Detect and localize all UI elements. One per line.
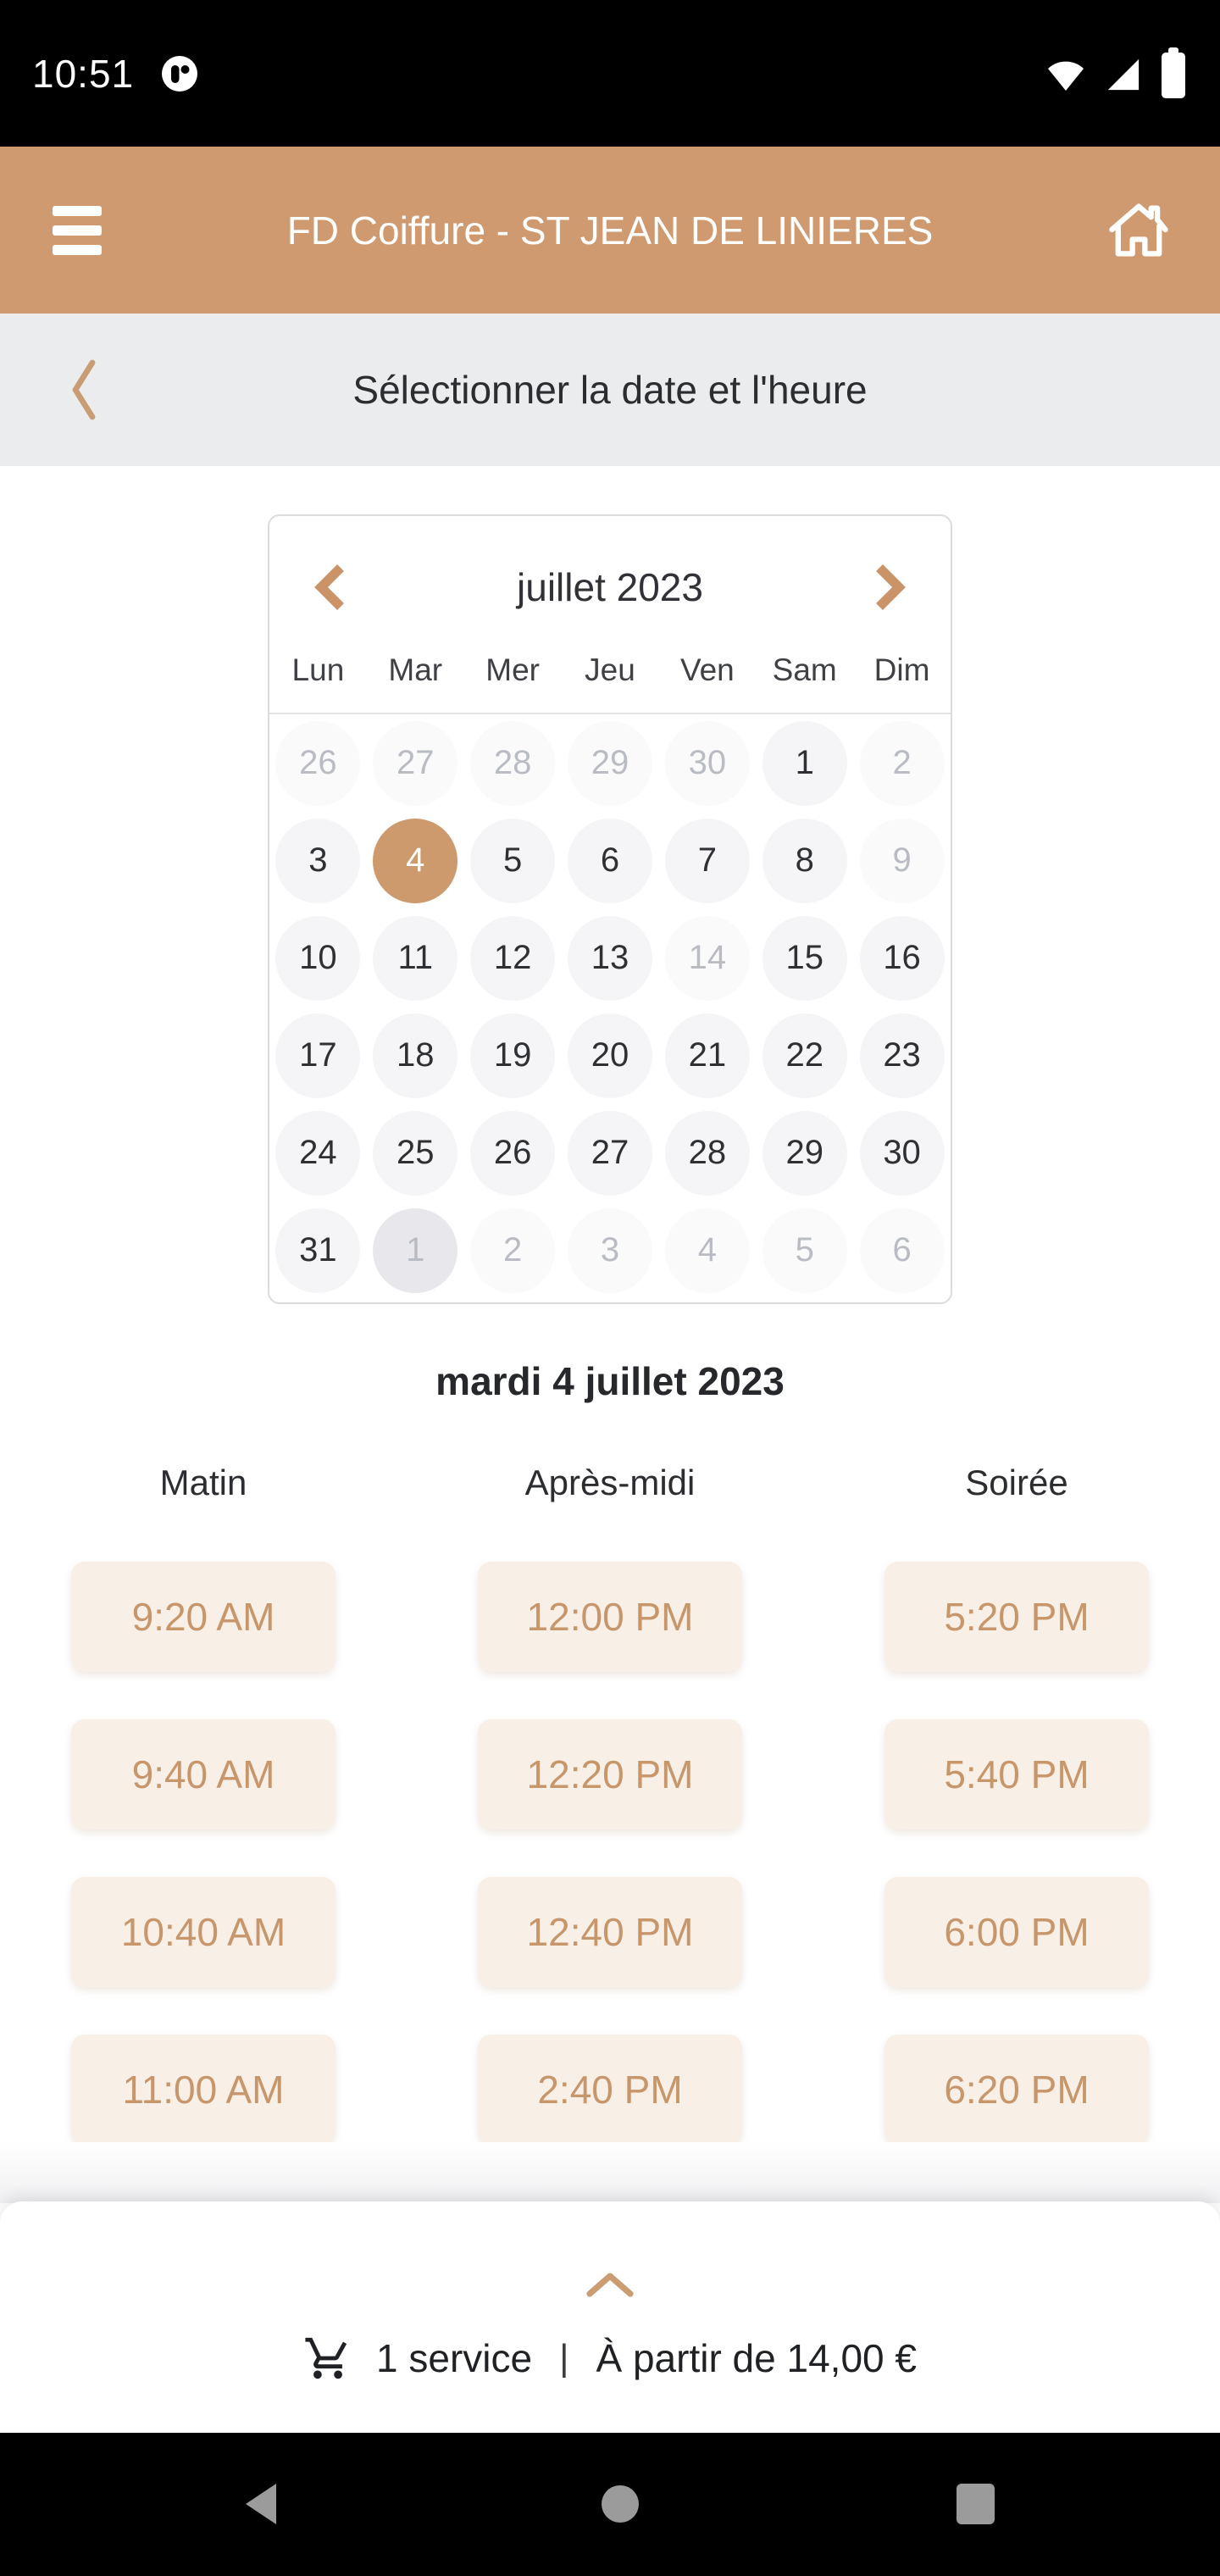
weekday-label: Dim — [873, 652, 930, 687]
day-cell: 27 — [373, 721, 458, 806]
day-cell: 4 — [665, 1208, 750, 1293]
chevron-right-icon — [873, 563, 908, 612]
column-label-soiree: Soirée — [965, 1463, 1068, 1502]
day-cell[interactable]: 8 — [762, 819, 847, 903]
cart-summary[interactable] — [0, 2330, 1220, 2386]
content-fade — [0, 2142, 1220, 2203]
nav-home-icon[interactable] — [600, 2484, 640, 2524]
day-cell[interactable]: 16 — [860, 916, 945, 1001]
time-slot-button[interactable]: 12:40 PM — [478, 1877, 742, 1987]
chevron-up-icon — [583, 2271, 637, 2298]
calendar — [268, 514, 952, 1304]
time-slot-button[interactable]: 9:40 AM — [71, 1719, 336, 1829]
column-label-matin: Matin — [159, 1463, 247, 1502]
back-button[interactable] — [66, 314, 102, 466]
selected-date-label: mardi 4 juillet 2023 — [435, 1359, 785, 1403]
cart-icon — [303, 2334, 352, 2383]
battery-icon — [1159, 47, 1188, 100]
day-cell[interactable]: 22 — [762, 1013, 847, 1098]
day-cell[interactable]: 6 — [568, 819, 652, 903]
weekday-label: Lun — [291, 652, 345, 687]
column-label-apres-midi: Après-midi — [524, 1463, 696, 1502]
day-cell: 2 — [860, 721, 945, 806]
app-notification-icon — [159, 53, 200, 94]
day-cell[interactable]: 1 — [762, 721, 847, 806]
day-cell: 5 — [762, 1208, 847, 1293]
day-cell[interactable]: 23 — [860, 1013, 945, 1098]
day-cell[interactable]: 26 — [470, 1111, 555, 1196]
day-cell: 9 — [860, 819, 945, 903]
wifi-icon — [1045, 55, 1086, 92]
service-count: 1 service — [376, 2336, 533, 2380]
price-from: À partir de 14,00 € — [596, 2336, 917, 2380]
day-cell[interactable]: 24 — [275, 1111, 360, 1196]
nav-back-icon[interactable] — [241, 2482, 280, 2526]
page-title: Sélectionner la date et l'heure — [352, 368, 868, 412]
prev-month-button[interactable] — [312, 563, 347, 612]
time-slot-button[interactable]: 5:20 PM — [884, 1562, 1149, 1672]
cart-bottom-sheet — [0, 2201, 1220, 2433]
day-cell: 14 — [665, 916, 750, 1001]
time-slot-button[interactable]: 11:00 AM — [71, 2035, 336, 2145]
android-nav-bar — [0, 2433, 1220, 2576]
day-cell[interactable]: 13 — [568, 916, 652, 1001]
weekday-label: Sam — [772, 652, 837, 687]
page-header — [0, 314, 1220, 466]
time-slot-button[interactable]: 9:20 AM — [71, 1562, 336, 1672]
slot-column-headers — [0, 1463, 1220, 1503]
menu-icon[interactable] — [53, 206, 102, 255]
day-cell[interactable]: 3 — [275, 819, 360, 903]
next-month-button[interactable] — [873, 563, 908, 612]
day-cell[interactable]: 10 — [275, 916, 360, 1001]
day-cell[interactable]: 5 — [470, 819, 555, 903]
time-slot-button[interactable]: 12:00 PM — [478, 1562, 742, 1672]
home-icon — [1105, 198, 1173, 263]
day-cell[interactable]: 7 — [665, 819, 750, 903]
chevron-left-icon — [312, 563, 347, 612]
time-slot-grid — [0, 1562, 1220, 2145]
day-cell: 29 — [568, 721, 652, 806]
day-cell[interactable]: 29 — [762, 1111, 847, 1196]
home-button[interactable] — [1105, 198, 1173, 263]
day-cell: 2 — [470, 1208, 555, 1293]
day-cell[interactable]: 15 — [762, 916, 847, 1001]
day-cell[interactable]: 18 — [373, 1013, 458, 1098]
day-cell[interactable]: 30 — [860, 1111, 945, 1196]
time-slot-button[interactable]: 6:00 PM — [884, 1877, 1149, 1987]
clock: 10:51 — [32, 51, 135, 96]
day-cell[interactable]: 17 — [275, 1013, 360, 1098]
day-cell[interactable]: 20 — [568, 1013, 652, 1098]
signal-icon — [1105, 55, 1140, 92]
day-cell-selected[interactable]: 4 — [373, 819, 458, 903]
day-cell: 28 — [470, 721, 555, 806]
time-slot-button[interactable]: 12:20 PM — [478, 1719, 742, 1829]
day-cell[interactable]: 27 — [568, 1111, 652, 1196]
status-bar — [0, 0, 1220, 147]
day-cell-today: 1 — [373, 1208, 458, 1293]
app-title: FD Coiffure - ST JEAN DE LINIERES — [286, 208, 934, 253]
weekday-label: Ven — [679, 652, 735, 687]
day-cell[interactable]: 11 — [373, 916, 458, 1001]
app-header — [0, 147, 1220, 314]
time-slot-button[interactable]: 5:40 PM — [884, 1719, 1149, 1829]
status-icons — [1045, 47, 1188, 100]
day-cell: 6 — [860, 1208, 945, 1293]
day-cell[interactable]: 19 — [470, 1013, 555, 1098]
back-icon — [66, 358, 102, 422]
nav-recents-icon[interactable] — [955, 2482, 996, 2526]
weekday-label: Mer — [485, 652, 540, 687]
weekday-label: Mar — [388, 652, 443, 687]
day-cell[interactable]: 31 — [275, 1208, 360, 1293]
day-cell[interactable]: 28 — [665, 1111, 750, 1196]
day-cell[interactable]: 21 — [665, 1013, 750, 1098]
summary-separator: | — [559, 2337, 569, 2379]
day-cell: 30 — [665, 721, 750, 806]
calendar-grid — [269, 714, 951, 1299]
time-slot-button[interactable]: 10:40 AM — [71, 1877, 336, 1987]
day-cell[interactable]: 25 — [373, 1111, 458, 1196]
expand-cart-button[interactable] — [0, 2271, 1220, 2298]
day-cell: 3 — [568, 1208, 652, 1293]
time-slot-button[interactable]: 2:40 PM — [478, 2035, 742, 2145]
time-slot-button[interactable]: 6:20 PM — [884, 2035, 1149, 2145]
day-cell[interactable]: 12 — [470, 916, 555, 1001]
weekday-row — [269, 628, 951, 714]
month-label: juillet 2023 — [517, 565, 703, 609]
calendar-header — [269, 547, 951, 628]
day-cell: 26 — [275, 721, 360, 806]
weekday-label: Jeu — [585, 652, 635, 687]
